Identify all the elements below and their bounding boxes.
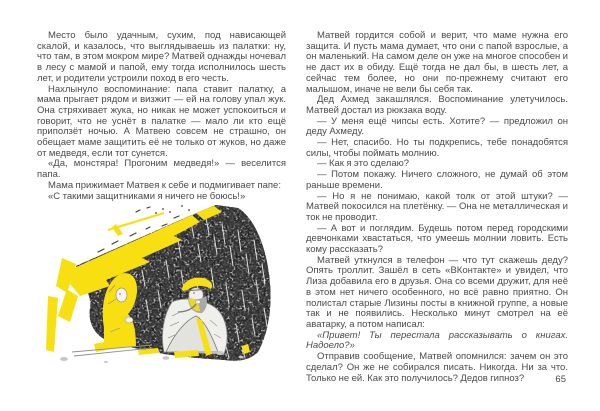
paragraph: — Нет, спасибо. Но ты подкрепись, тебе понадобятся силы, чтобы поймать молнию. bbox=[306, 137, 568, 159]
paragraph: Мама прижимает Матвея к себе и подмигивает папе: bbox=[48, 179, 281, 191]
left-page-text bbox=[37, 31, 286, 202]
paragraph: — У меня ещё чипсы есть. Хотите? — предложил он деду Ахмеду. bbox=[306, 115, 568, 138]
right-page-text bbox=[306, 31, 568, 384]
paragraph: Матвей гордится собой и верит, что маме нужна его защита. И пусть мама думает, что они с папой взрослые, а он маленький. На самом деле он уже на многое способен и не даст их в обиду. Ещё тогда не дал бы, в шесть лет, а сейчас тем более, но они по-прежнему считают его малышом, иначе не вели бы себя так. bbox=[306, 30, 568, 95]
paragraph: — Потом покажу. Ничего сложного, не думай об этом раньше времени. bbox=[306, 169, 568, 191]
paragraph: «С такими защитниками я ничего не боюсь!» bbox=[48, 190, 246, 202]
paragraph: — Но я не понимаю, какой толк от этой штуки? — Матвей покосился на плетёнку. — Она не металлическая и ток не проводит. bbox=[306, 190, 568, 223]
paragraph: Нахлынуло воспоминание: папа ставит палатку, а мама прыгает рядом и визжит — ей на голову упал жук. Она стряхивает жука, но никак не может успокоиться и говорит, что не уснёт в палатке — мало ли кто ещё приползёт ночью. А Матвею совсем не страшно, он обещает маме защитить её не только от жуков, но даже от медведя, если тот сунется. bbox=[37, 83, 286, 159]
paragraph: — А вот и поглядим. Будешь потом перед городскими девчонками хвастаться, что умеешь молнии ловить. Есть кому рассказать? bbox=[306, 222, 568, 256]
paragraph: Дед Ахмед закашлялся. Воспоминание улетучилось. Матвей достал из рюкзака воду. bbox=[306, 94, 568, 116]
paragraph-message-italic: «Привет! Ты перестала рассказывать о книгах. Надоело?» bbox=[306, 329, 568, 352]
paragraph: — Как я это сделаю? bbox=[317, 158, 410, 170]
paragraph: Место было удачным, сухим, под нависающей скалой, и казалось, что выглядываешь из палатки: ну, что там, в этом мокром мире? Матвей однажды ночевал в лесу с мамой и папой, ему тогда исполнилось шесть лет, и родители устроили поход в его честь. bbox=[37, 30, 286, 84]
paragraph: Матвей уткнулся в телефон — что тут скажешь деду? Опять троллит. Зашёл в сеть «ВКонтакте» и увидел, что Лиза добавила его в друзья. Она со всеми дружит, для неё в этом нет ничего особенного, но всё равно приятно. Он полистал старые Лизины посты в книжной группе, а новые так и не появились. Несколько минут смотрел на её аватарку, а потом написал: bbox=[306, 254, 568, 330]
page-number: 65 bbox=[555, 374, 566, 385]
paragraph: Отправив сообщение, Матвей опомнился: зачем он это сделал? Он же не собирался писать. Никогда. Ни за что. Только не ей. Как это получилось? Дедов гипноз? bbox=[306, 351, 568, 384]
paragraph: «Да, монстяра! Прогоним медведя!» — веселится папа. bbox=[37, 158, 286, 181]
rain-shelter-illustration bbox=[46, 200, 276, 370]
